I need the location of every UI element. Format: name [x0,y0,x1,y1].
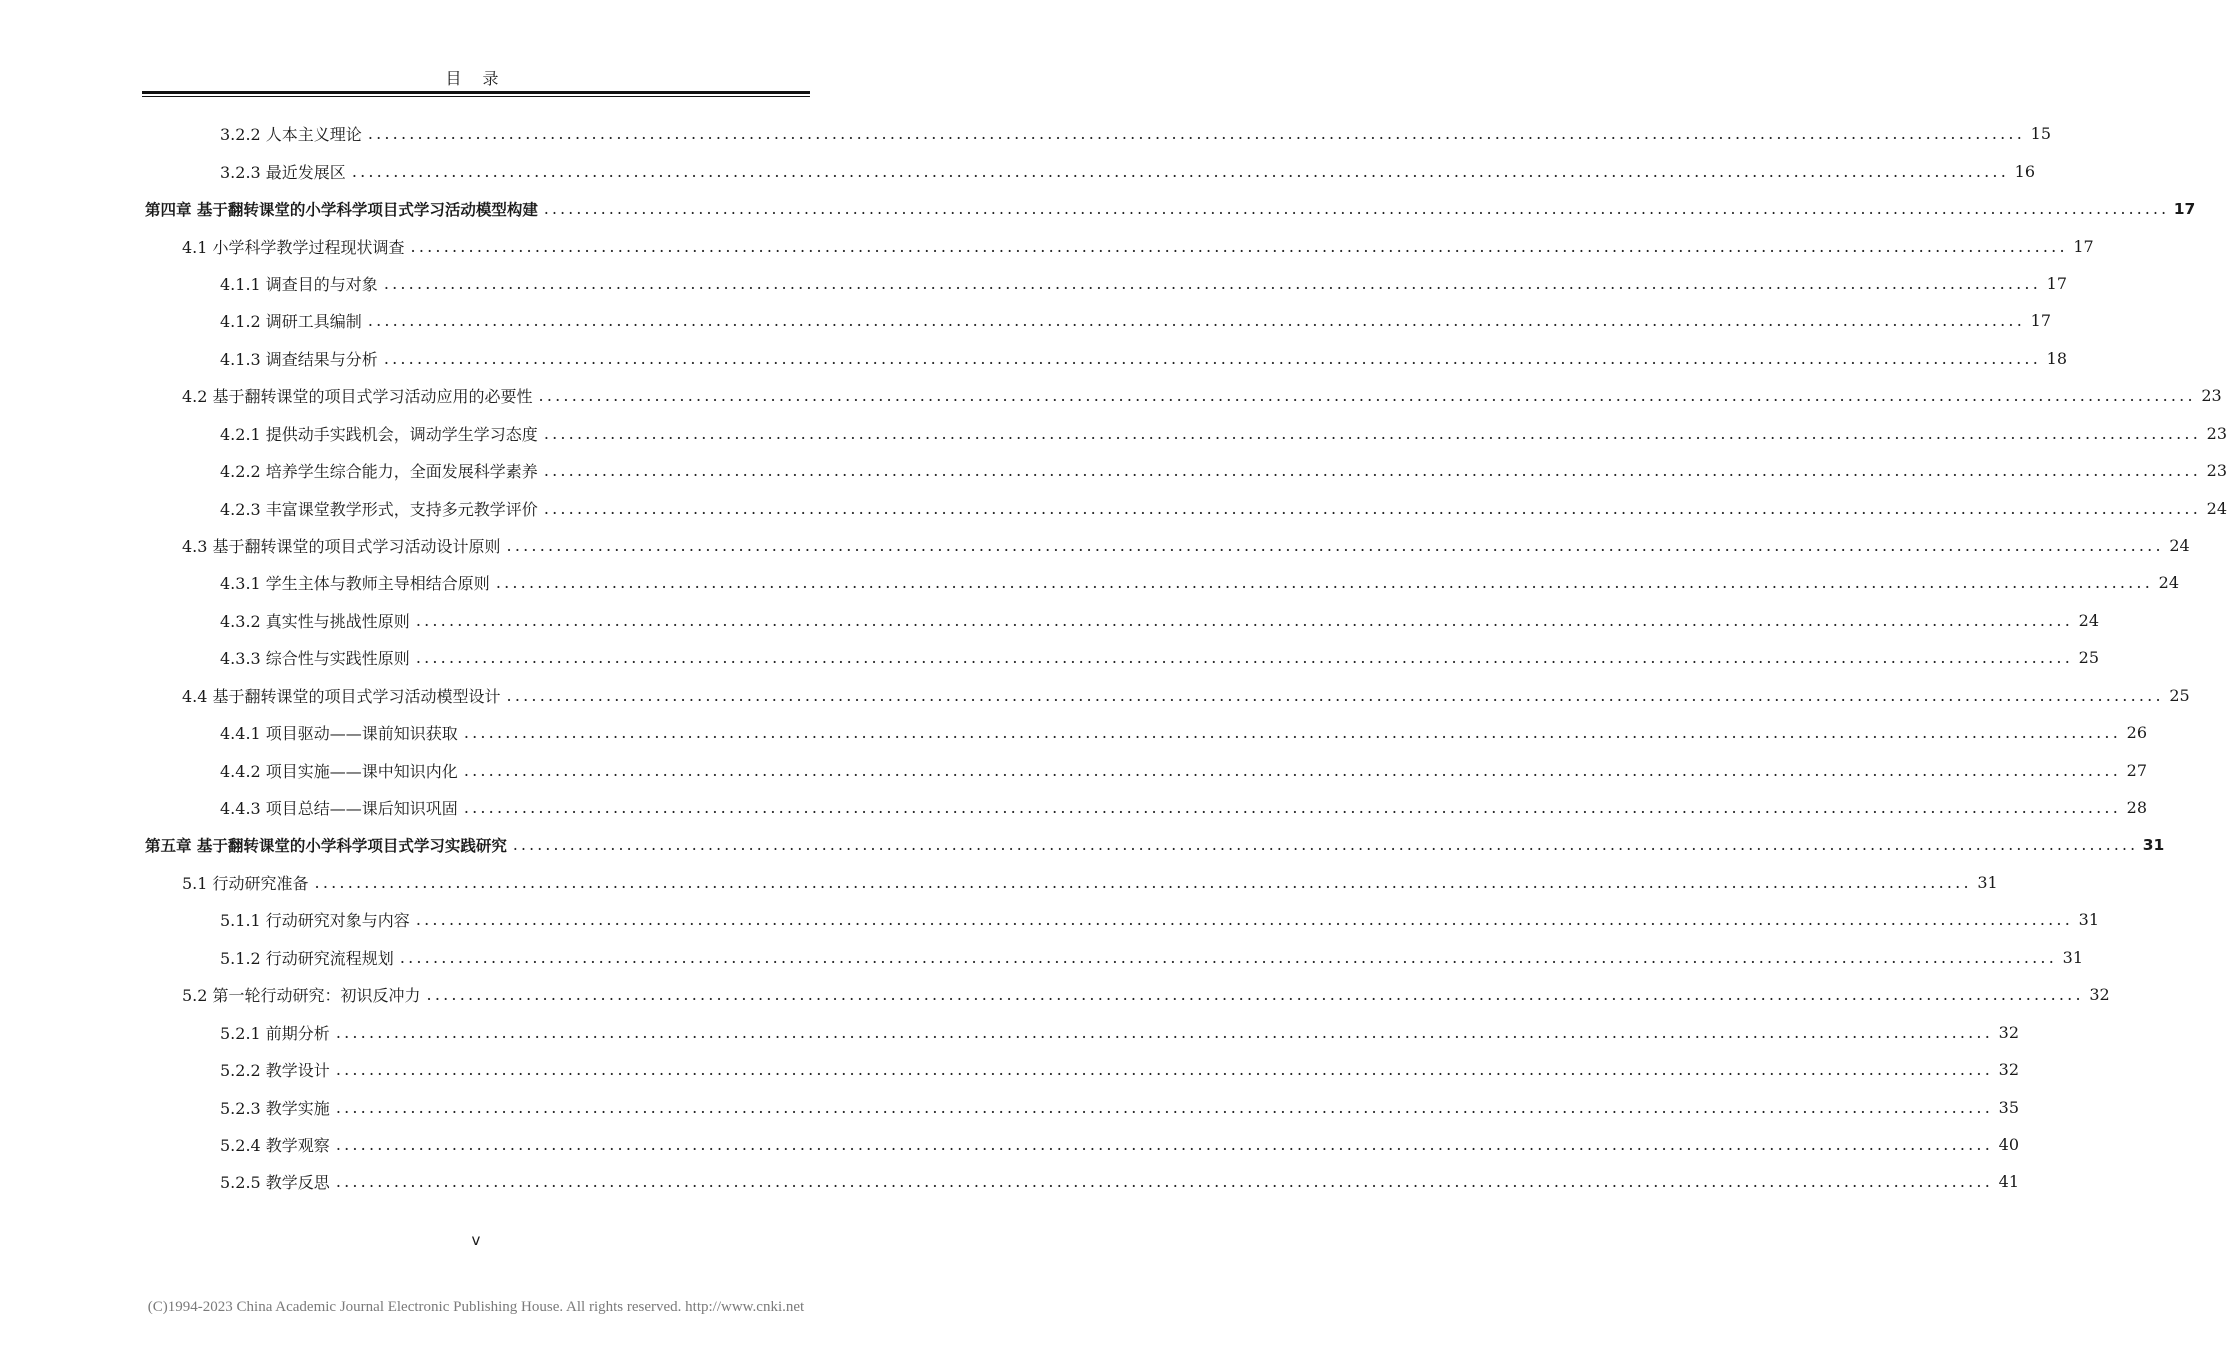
toc-entry-sub[interactable] [145,265,2067,302]
toc-leader-dots: ........................................................................................................................................................................................................ [351,161,2009,181]
toc-leader-dots: ........................................................................................................................................................................................................ [383,273,2041,293]
toc-leader-dots: ........................................................................................................................................................................................................ [415,610,2073,630]
toc-entry-sub[interactable] [145,901,2099,938]
toc-entry-label: 4.3.2 真实性与挑战性原则 [220,611,410,631]
toc-entry-sub[interactable] [145,415,2227,452]
toc-entry-page: 32 [2089,985,2110,1005]
toc-entry-label: 5.1.2 行动研究流程规划 [220,948,394,968]
toc-leader-dots: ........................................................................................................................................................................................................ [463,798,2121,818]
toc-entry-section[interactable] [145,527,2190,564]
toc-entry-section[interactable] [145,377,2222,414]
toc-entry-section[interactable] [145,976,2110,1013]
toc-entry-label: 5.2.2 教学设计 [220,1061,330,1081]
toc-entry-label: 5.1 行动研究准备 [182,873,309,893]
toc-entry-page: 28 [2126,798,2147,818]
toc-entry-page: 17 [2046,273,2067,293]
toc-entry-label: 3.2.3 最近发展区 [220,162,346,182]
toc-entry-chapter[interactable] [145,190,2196,227]
toc-leader-dots: ........................................................................................................................................................................................................ [543,199,2170,218]
page-number: v [471,1231,481,1249]
toc-entry-label: 5.2 第一轮行动研究：初识反冲力 [182,986,421,1006]
toc-entry-page: 31 [2062,947,2083,967]
toc-entry-page: 17 [2073,236,2094,256]
toc-entry-page: 27 [2126,760,2147,780]
toc-entry-page: 25 [2169,685,2190,705]
toc-leader-dots: ........................................................................................................................................................................................................ [415,910,2073,930]
toc-entry-page: 18 [2046,348,2067,368]
toc-entry-label: 4.1.2 调研工具编制 [220,312,362,332]
toc-entry-label: 4.2.2 培养学生综合能力，全面发展科学素养 [220,462,538,482]
toc-leader-dots: ........................................................................................................................................................................................................ [463,760,2121,780]
toc-entry-chapter[interactable] [145,826,2165,863]
toc-entry-label: 5.2.1 前期分析 [220,1023,330,1043]
table-of-contents [145,115,2227,1201]
toc-entry-sub[interactable] [145,1126,2019,1163]
toc-entry-label: 4.2.3 丰富课堂教学形式，支持多元教学评价 [220,499,538,519]
toc-entry-label: 4.4.2 项目实施——课中知识内化 [220,761,458,781]
toc-entry-page: 24 [2078,610,2099,630]
toc-entry-page: 26 [2126,723,2147,743]
toc-leader-dots: ........................................................................................................................................................................................................ [367,311,2025,331]
toc-entry-sub[interactable] [145,939,2083,976]
toc-entry-label: 5.2.3 教学实施 [220,1098,330,1118]
toc-entry-page: 32 [1998,1022,2019,1042]
toc-leader-dots: ........................................................................................................................................................................................................ [506,685,2164,705]
toc-entry-page: 25 [2078,648,2099,668]
toc-entry-page: 24 [2169,536,2190,556]
toc-entry-page: 41 [1998,1172,2019,1192]
toc-entry-sub[interactable] [145,602,2099,639]
toc-leader-dots: ........................................................................................................................................................................................................ [367,124,2025,144]
toc-entry-page: 35 [1998,1097,2019,1117]
toc-entry-section[interactable] [145,864,1998,901]
toc-entry-page: 40 [1998,1135,2019,1155]
toc-entry-sub[interactable] [145,1014,2019,1051]
header-rule-thick [142,91,810,94]
toc-entry-label: 4.3.3 综合性与实践性原则 [220,649,410,669]
toc-entry-label: 4.1.3 调查结果与分析 [220,349,378,369]
toc-leader-dots: ........................................................................................................................................................................................................ [512,836,2139,855]
toc-entry-label: 4.4.1 项目驱动——课前知识获取 [220,724,458,744]
toc-entry-page: 31 [1977,872,1998,892]
toc-entry-section[interactable] [145,677,2190,714]
toc-leader-dots: ........................................................................................................................................................................................................ [410,236,2068,256]
toc-entry-label: 3.2.2 人本主义理论 [220,125,362,145]
toc-entry-page: 17 [2173,199,2196,218]
toc-leader-dots: ........................................................................................................................................................................................................ [335,1172,1993,1192]
toc-leader-dots: ........................................................................................................................................................................................................ [335,1135,1993,1155]
toc-entry-section[interactable] [145,227,2094,264]
toc-entry-label: 4.2 基于翻转课堂的项目式学习活动应用的必要性 [182,387,533,407]
toc-leader-dots: ........................................................................................................................................................................................................ [314,872,1972,892]
toc-entry-page: 23 [2206,423,2227,443]
toc-entry-label: 4.3 基于翻转课堂的项目式学习活动设计原则 [182,537,501,557]
toc-entry-sub[interactable] [145,751,2147,788]
toc-entry-label: 4.1.1 调查目的与对象 [220,274,378,294]
toc-entry-page: 23 [2201,386,2222,406]
toc-entry-label: 5.2.5 教学反思 [220,1173,330,1193]
toc-entry-page: 15 [2030,124,2051,144]
toc-entry-page: 23 [2206,461,2227,481]
toc-entry-page: 32 [1998,1060,2019,1080]
toc-entry-label: 第四章 基于翻转课堂的小学科学项目式学习活动模型构建 [145,200,538,219]
copyright-footer: (C)1994-2023 China Academic Journal Electronic Publishing House. All rights reserved. http://www.cnki.net [147,1299,805,1315]
toc-entry-label: 5.2.4 教学观察 [220,1136,330,1156]
toc-leader-dots: ........................................................................................................................................................................................................ [506,536,2164,556]
toc-leader-dots: ........................................................................................................................................................................................................ [426,985,2084,1005]
page-header-title: 目 录 [445,69,507,88]
toc-entry-sub[interactable] [145,302,2051,339]
toc-leader-dots: ........................................................................................................................................................................................................ [543,423,2201,443]
toc-entry-sub[interactable] [145,452,2227,489]
toc-entry-sub[interactable] [145,639,2099,676]
toc-entry-sub[interactable] [145,489,2227,526]
header-rule-thin [142,96,810,97]
toc-leader-dots: ........................................................................................................................................................................................................ [495,573,2153,593]
toc-entry-label: 4.4 基于翻转课堂的项目式学习活动模型设计 [182,686,501,706]
toc-leader-dots: ........................................................................................................................................................................................................ [463,723,2121,743]
toc-entry-page: 17 [2030,311,2051,331]
toc-entry-sub[interactable] [145,789,2147,826]
toc-leader-dots: ........................................................................................................................................................................................................ [543,461,2201,481]
toc-entry-label: 4.3.1 学生主体与教师主导相结合原则 [220,574,490,594]
toc-entry-sub[interactable] [145,1163,2019,1200]
toc-entry-sub[interactable] [145,564,2179,601]
toc-entry-label: 4.2.1 提供动手实践机会，调动学生学习态度 [220,424,538,444]
toc-entry-page: 31 [2142,836,2165,855]
toc-leader-dots: ........................................................................................................................................................................................................ [335,1022,1993,1042]
toc-entry-page: 24 [2206,498,2227,518]
toc-entry-sub[interactable] [145,152,2035,189]
toc-entry-label: 4.1 小学科学教学过程现状调查 [182,237,405,257]
toc-entry-label: 4.4.3 项目总结——课后知识巩固 [220,799,458,819]
toc-entry-sub[interactable] [145,340,2067,377]
toc-entry-sub[interactable] [145,115,2051,152]
toc-leader-dots: ........................................................................................................................................................................................................ [399,947,2057,967]
toc-entry-sub[interactable] [145,714,2147,751]
toc-entry-label: 5.1.1 行动研究对象与内容 [220,911,410,931]
toc-leader-dots: ........................................................................................................................................................................................................ [543,498,2201,518]
toc-entry-page: 31 [2078,910,2099,930]
toc-leader-dots: ........................................................................................................................................................................................................ [383,348,2041,368]
toc-entry-sub[interactable] [145,1088,2019,1125]
toc-entry-label: 第五章 基于翻转课堂的小学科学项目式学习实践研究 [145,837,507,856]
toc-leader-dots: ........................................................................................................................................................................................................ [415,648,2073,668]
toc-entry-page: 24 [2158,573,2179,593]
toc-entry-sub[interactable] [145,1051,2019,1088]
toc-leader-dots: ........................................................................................................................................................................................................ [335,1097,1993,1117]
toc-entry-page: 16 [2014,161,2035,181]
toc-leader-dots: ........................................................................................................................................................................................................ [538,386,2196,406]
toc-leader-dots: ........................................................................................................................................................................................................ [335,1060,1993,1080]
